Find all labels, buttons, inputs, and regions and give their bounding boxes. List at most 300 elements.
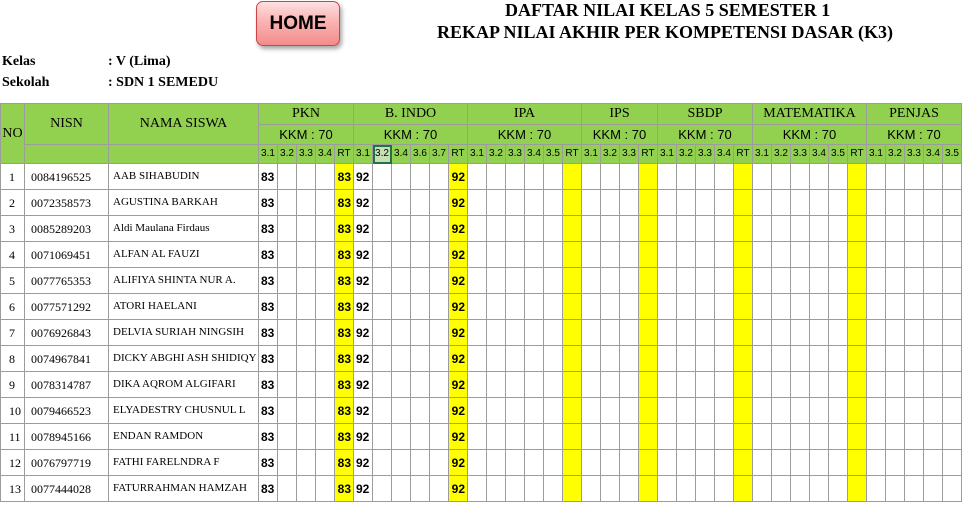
score-cell[interactable] xyxy=(430,398,449,424)
score-cell[interactable] xyxy=(753,242,772,268)
score-cell[interactable] xyxy=(924,450,943,476)
score-rt-cell[interactable] xyxy=(848,190,867,216)
score-cell[interactable] xyxy=(316,450,335,476)
score-cell[interactable] xyxy=(867,268,886,294)
score-cell[interactable] xyxy=(658,268,677,294)
score-pkn-3-1[interactable]: 83 xyxy=(259,398,278,424)
score-cell[interactable] xyxy=(943,424,962,450)
score-rt-cell[interactable] xyxy=(563,424,582,450)
score-cell[interactable] xyxy=(810,320,829,346)
score-cell[interactable] xyxy=(772,294,791,320)
score-cell[interactable] xyxy=(411,372,430,398)
score-cell[interactable] xyxy=(297,346,316,372)
score-cell[interactable] xyxy=(696,268,715,294)
score-cell[interactable] xyxy=(487,242,506,268)
student-name[interactable]: Aldi Maulana Firdaus xyxy=(109,216,259,242)
score-cell[interactable] xyxy=(278,476,297,502)
score-cell[interactable] xyxy=(392,346,411,372)
kd-header-cell[interactable]: RT xyxy=(335,145,354,164)
score-cell[interactable] xyxy=(487,424,506,450)
score-cell[interactable] xyxy=(924,398,943,424)
score-cell[interactable] xyxy=(487,216,506,242)
score-cell[interactable] xyxy=(506,242,525,268)
score-cell[interactable] xyxy=(468,372,487,398)
score-cell[interactable] xyxy=(829,476,848,502)
score-cell[interactable] xyxy=(468,450,487,476)
score-cell[interactable] xyxy=(468,242,487,268)
score-cell[interactable] xyxy=(867,372,886,398)
score-cell[interactable] xyxy=(791,242,810,268)
score-cell[interactable] xyxy=(316,216,335,242)
score-cell[interactable] xyxy=(753,268,772,294)
score-cell[interactable] xyxy=(658,476,677,502)
score-cell[interactable] xyxy=(468,164,487,190)
score-cell[interactable] xyxy=(582,450,601,476)
kd-header-cell[interactable]: RT xyxy=(449,145,468,164)
student-nisn[interactable]: 0085289203 xyxy=(25,216,109,242)
score-cell[interactable] xyxy=(582,164,601,190)
score-bindo-rt[interactable]: 92 xyxy=(449,424,468,450)
score-cell[interactable] xyxy=(373,346,392,372)
score-cell[interactable] xyxy=(620,398,639,424)
score-bindo-3-1[interactable]: 92 xyxy=(354,398,373,424)
score-cell[interactable] xyxy=(392,398,411,424)
score-pkn-3-1[interactable]: 83 xyxy=(259,424,278,450)
score-cell[interactable] xyxy=(278,346,297,372)
score-cell[interactable] xyxy=(715,216,734,242)
score-cell[interactable] xyxy=(620,450,639,476)
score-cell[interactable] xyxy=(886,164,905,190)
score-cell[interactable] xyxy=(886,450,905,476)
score-cell[interactable] xyxy=(544,424,563,450)
score-cell[interactable] xyxy=(525,320,544,346)
score-cell[interactable] xyxy=(715,450,734,476)
score-cell[interactable] xyxy=(696,216,715,242)
score-cell[interactable] xyxy=(715,164,734,190)
score-rt-cell[interactable] xyxy=(563,372,582,398)
score-cell[interactable] xyxy=(810,398,829,424)
kd-header-cell[interactable]: 3.2 xyxy=(278,145,297,164)
score-cell[interactable] xyxy=(810,424,829,450)
score-cell[interactable] xyxy=(392,164,411,190)
score-rt-cell[interactable] xyxy=(639,320,658,346)
score-cell[interactable] xyxy=(905,476,924,502)
score-rt-cell[interactable] xyxy=(734,372,753,398)
score-cell[interactable] xyxy=(696,398,715,424)
kd-header-cell[interactable]: 3.2 xyxy=(487,145,506,164)
kd-header-cell[interactable]: 3.1 xyxy=(468,145,487,164)
kd-header-cell[interactable]: 3.3 xyxy=(696,145,715,164)
score-cell[interactable] xyxy=(430,424,449,450)
score-cell[interactable] xyxy=(715,372,734,398)
kd-header-cell[interactable]: 3.2 xyxy=(886,145,905,164)
student-name[interactable]: DIKA AQROM ALGIFARI xyxy=(109,372,259,398)
score-pkn-3-1[interactable]: 83 xyxy=(259,164,278,190)
kd-header-cell[interactable]: 3.4 xyxy=(316,145,335,164)
score-cell[interactable] xyxy=(943,372,962,398)
score-cell[interactable] xyxy=(278,242,297,268)
score-cell[interactable] xyxy=(373,242,392,268)
student-name[interactable]: FATURRAHMAN HAMZAH xyxy=(109,476,259,502)
score-cell[interactable] xyxy=(373,320,392,346)
score-cell[interactable] xyxy=(620,216,639,242)
score-cell[interactable] xyxy=(696,346,715,372)
score-pkn-3-1[interactable]: 83 xyxy=(259,294,278,320)
score-rt-cell[interactable] xyxy=(734,346,753,372)
score-cell[interactable] xyxy=(316,476,335,502)
score-bindo-3-1[interactable]: 92 xyxy=(354,268,373,294)
score-cell[interactable] xyxy=(810,372,829,398)
score-cell[interactable] xyxy=(696,294,715,320)
score-cell[interactable] xyxy=(373,424,392,450)
score-cell[interactable] xyxy=(829,398,848,424)
score-cell[interactable] xyxy=(487,372,506,398)
score-cell[interactable] xyxy=(677,320,696,346)
student-nisn[interactable]: 0078945166 xyxy=(25,424,109,450)
score-cell[interactable] xyxy=(715,242,734,268)
score-cell[interactable] xyxy=(316,242,335,268)
score-cell[interactable] xyxy=(753,424,772,450)
score-cell[interactable] xyxy=(943,294,962,320)
score-cell[interactable] xyxy=(772,268,791,294)
score-rt-cell[interactable] xyxy=(734,320,753,346)
score-cell[interactable] xyxy=(601,424,620,450)
score-cell[interactable] xyxy=(886,346,905,372)
score-cell[interactable] xyxy=(506,216,525,242)
kd-header-cell[interactable]: 3.3 xyxy=(905,145,924,164)
score-cell[interactable] xyxy=(886,424,905,450)
kd-header-cell[interactable]: 3.2 xyxy=(677,145,696,164)
score-cell[interactable] xyxy=(886,268,905,294)
score-cell[interactable] xyxy=(601,268,620,294)
score-cell[interactable] xyxy=(924,320,943,346)
score-cell[interactable] xyxy=(487,268,506,294)
score-cell[interactable] xyxy=(601,164,620,190)
score-cell[interactable] xyxy=(601,190,620,216)
kd-header-cell[interactable]: 3.4 xyxy=(924,145,943,164)
score-cell[interactable] xyxy=(506,346,525,372)
score-cell[interactable] xyxy=(886,294,905,320)
score-cell[interactable] xyxy=(677,242,696,268)
score-cell[interactable] xyxy=(430,164,449,190)
score-cell[interactable] xyxy=(924,476,943,502)
score-cell[interactable] xyxy=(658,216,677,242)
score-cell[interactable] xyxy=(905,450,924,476)
score-cell[interactable] xyxy=(753,190,772,216)
score-cell[interactable] xyxy=(886,320,905,346)
score-cell[interactable] xyxy=(677,216,696,242)
score-cell[interactable] xyxy=(373,216,392,242)
score-cell[interactable] xyxy=(924,242,943,268)
score-cell[interactable] xyxy=(411,320,430,346)
score-cell[interactable] xyxy=(829,294,848,320)
score-cell[interactable] xyxy=(525,268,544,294)
score-cell[interactable] xyxy=(867,216,886,242)
score-cell[interactable] xyxy=(316,424,335,450)
score-cell[interactable] xyxy=(544,268,563,294)
score-cell[interactable] xyxy=(772,476,791,502)
score-cell[interactable] xyxy=(943,216,962,242)
score-cell[interactable] xyxy=(316,372,335,398)
score-cell[interactable] xyxy=(525,216,544,242)
score-cell[interactable] xyxy=(696,164,715,190)
score-cell[interactable] xyxy=(772,242,791,268)
score-cell[interactable] xyxy=(658,190,677,216)
score-rt-cell[interactable] xyxy=(563,476,582,502)
score-cell[interactable] xyxy=(753,398,772,424)
score-rt-cell[interactable] xyxy=(563,164,582,190)
score-cell[interactable] xyxy=(943,164,962,190)
score-cell[interactable] xyxy=(278,424,297,450)
score-cell[interactable] xyxy=(430,242,449,268)
score-cell[interactable] xyxy=(867,294,886,320)
score-cell[interactable] xyxy=(373,476,392,502)
score-bindo-rt[interactable]: 92 xyxy=(449,476,468,502)
score-cell[interactable] xyxy=(487,294,506,320)
score-rt-cell[interactable] xyxy=(734,476,753,502)
score-cell[interactable] xyxy=(506,294,525,320)
score-rt-cell[interactable] xyxy=(563,398,582,424)
score-cell[interactable] xyxy=(468,268,487,294)
score-cell[interactable] xyxy=(278,450,297,476)
score-cell[interactable] xyxy=(506,372,525,398)
student-name[interactable]: DELVIA SURIAH NINGSIH xyxy=(109,320,259,346)
score-cell[interactable] xyxy=(924,268,943,294)
score-rt-cell[interactable] xyxy=(639,424,658,450)
score-cell[interactable] xyxy=(696,476,715,502)
score-cell[interactable] xyxy=(620,294,639,320)
score-rt-cell[interactable] xyxy=(848,398,867,424)
score-cell[interactable] xyxy=(677,346,696,372)
score-cell[interactable] xyxy=(297,242,316,268)
score-cell[interactable] xyxy=(753,294,772,320)
score-rt-cell[interactable] xyxy=(563,190,582,216)
score-rt-cell[interactable] xyxy=(563,242,582,268)
kd-header-cell[interactable]: 3.6 xyxy=(411,145,430,164)
score-bindo-rt[interactable]: 92 xyxy=(449,450,468,476)
score-cell[interactable] xyxy=(506,320,525,346)
score-cell[interactable] xyxy=(468,398,487,424)
score-cell[interactable] xyxy=(278,268,297,294)
score-cell[interactable] xyxy=(373,268,392,294)
kd-header-cell[interactable]: 3.5 xyxy=(829,145,848,164)
student-no[interactable]: 7 xyxy=(1,320,25,346)
score-cell[interactable] xyxy=(829,372,848,398)
score-cell[interactable] xyxy=(696,424,715,450)
score-cell[interactable] xyxy=(905,242,924,268)
score-cell[interactable] xyxy=(620,268,639,294)
score-cell[interactable] xyxy=(829,242,848,268)
student-no[interactable]: 13 xyxy=(1,476,25,502)
score-cell[interactable] xyxy=(905,268,924,294)
score-cell[interactable] xyxy=(658,320,677,346)
score-bindo-3-1[interactable]: 92 xyxy=(354,450,373,476)
score-cell[interactable] xyxy=(791,476,810,502)
score-cell[interactable] xyxy=(582,216,601,242)
score-cell[interactable] xyxy=(943,398,962,424)
score-cell[interactable] xyxy=(791,450,810,476)
student-no[interactable]: 1 xyxy=(1,164,25,190)
score-cell[interactable] xyxy=(829,268,848,294)
score-pkn-3-1[interactable]: 83 xyxy=(259,190,278,216)
score-cell[interactable] xyxy=(297,398,316,424)
score-cell[interactable] xyxy=(677,398,696,424)
score-cell[interactable] xyxy=(620,190,639,216)
score-cell[interactable] xyxy=(601,476,620,502)
score-cell[interactable] xyxy=(715,268,734,294)
student-name[interactable]: ATORI HAELANI xyxy=(109,294,259,320)
score-cell[interactable] xyxy=(620,164,639,190)
score-cell[interactable] xyxy=(905,424,924,450)
score-cell[interactable] xyxy=(506,424,525,450)
score-cell[interactable] xyxy=(297,450,316,476)
score-cell[interactable] xyxy=(411,294,430,320)
kd-header-cell[interactable]: 3.3 xyxy=(791,145,810,164)
kd-header-cell[interactable]: 3.3 xyxy=(620,145,639,164)
student-nisn[interactable]: 0076797719 xyxy=(25,450,109,476)
score-cell[interactable] xyxy=(715,190,734,216)
score-cell[interactable] xyxy=(392,424,411,450)
score-cell[interactable] xyxy=(620,346,639,372)
score-bindo-3-1[interactable]: 92 xyxy=(354,372,373,398)
score-rt-cell[interactable] xyxy=(734,398,753,424)
score-rt-cell[interactable] xyxy=(639,476,658,502)
score-cell[interactable] xyxy=(696,320,715,346)
student-name[interactable]: ENDAN RAMDON xyxy=(109,424,259,450)
score-cell[interactable] xyxy=(487,476,506,502)
score-pkn-3-1[interactable]: 83 xyxy=(259,450,278,476)
score-rt-cell[interactable] xyxy=(639,294,658,320)
score-bindo-rt[interactable]: 92 xyxy=(449,242,468,268)
score-cell[interactable] xyxy=(867,320,886,346)
score-cell[interactable] xyxy=(278,294,297,320)
score-cell[interactable] xyxy=(316,164,335,190)
score-cell[interactable] xyxy=(810,346,829,372)
score-cell[interactable] xyxy=(943,268,962,294)
score-cell[interactable] xyxy=(867,450,886,476)
kd-header-cell[interactable]: 3.2 xyxy=(772,145,791,164)
score-pkn-3-1[interactable]: 83 xyxy=(259,476,278,502)
score-cell[interactable] xyxy=(905,294,924,320)
score-cell[interactable] xyxy=(316,190,335,216)
score-pkn-rt[interactable]: 83 xyxy=(335,476,354,502)
score-cell[interactable] xyxy=(544,242,563,268)
score-pkn-rt[interactable]: 83 xyxy=(335,164,354,190)
score-cell[interactable] xyxy=(506,164,525,190)
score-cell[interactable] xyxy=(582,268,601,294)
score-cell[interactable] xyxy=(791,346,810,372)
score-rt-cell[interactable] xyxy=(639,372,658,398)
score-cell[interactable] xyxy=(772,346,791,372)
score-bindo-3-1[interactable]: 92 xyxy=(354,190,373,216)
score-cell[interactable] xyxy=(772,424,791,450)
score-cell[interactable] xyxy=(430,476,449,502)
score-cell[interactable] xyxy=(810,268,829,294)
score-cell[interactable] xyxy=(886,190,905,216)
kd-header-cell[interactable]: 3.2 xyxy=(373,145,392,164)
score-cell[interactable] xyxy=(544,398,563,424)
score-cell[interactable] xyxy=(924,372,943,398)
score-cell[interactable] xyxy=(411,242,430,268)
score-rt-cell[interactable] xyxy=(639,398,658,424)
score-cell[interactable] xyxy=(620,424,639,450)
score-cell[interactable] xyxy=(601,242,620,268)
score-cell[interactable] xyxy=(278,398,297,424)
kd-header-cell[interactable]: 3.1 xyxy=(354,145,373,164)
score-cell[interactable] xyxy=(297,164,316,190)
student-name[interactable]: FATHI FARELNDRA F xyxy=(109,450,259,476)
score-cell[interactable] xyxy=(316,398,335,424)
score-cell[interactable] xyxy=(886,242,905,268)
score-cell[interactable] xyxy=(620,320,639,346)
score-cell[interactable] xyxy=(696,242,715,268)
score-cell[interactable] xyxy=(810,294,829,320)
score-rt-cell[interactable] xyxy=(563,294,582,320)
score-cell[interactable] xyxy=(582,424,601,450)
score-pkn-rt[interactable]: 83 xyxy=(335,372,354,398)
score-rt-cell[interactable] xyxy=(639,190,658,216)
score-cell[interactable] xyxy=(373,398,392,424)
score-bindo-3-1[interactable]: 92 xyxy=(354,242,373,268)
score-cell[interactable] xyxy=(943,320,962,346)
score-cell[interactable] xyxy=(373,190,392,216)
student-no[interactable]: 11 xyxy=(1,424,25,450)
score-cell[interactable] xyxy=(924,346,943,372)
score-cell[interactable] xyxy=(525,450,544,476)
score-rt-cell[interactable] xyxy=(563,268,582,294)
score-cell[interactable] xyxy=(791,190,810,216)
score-rt-cell[interactable] xyxy=(848,216,867,242)
score-cell[interactable] xyxy=(658,242,677,268)
score-cell[interactable] xyxy=(715,294,734,320)
student-nisn[interactable]: 0077444028 xyxy=(25,476,109,502)
score-rt-cell[interactable] xyxy=(639,164,658,190)
score-cell[interactable] xyxy=(867,424,886,450)
score-cell[interactable] xyxy=(696,190,715,216)
score-rt-cell[interactable] xyxy=(563,320,582,346)
header-blank[interactable] xyxy=(109,145,259,164)
student-nisn[interactable]: 0077571292 xyxy=(25,294,109,320)
score-cell[interactable] xyxy=(658,294,677,320)
score-bindo-3-1[interactable]: 92 xyxy=(354,320,373,346)
student-nisn[interactable]: 0072358573 xyxy=(25,190,109,216)
score-bindo-rt[interactable]: 92 xyxy=(449,164,468,190)
score-cell[interactable] xyxy=(582,242,601,268)
score-cell[interactable] xyxy=(810,242,829,268)
student-name[interactable]: ALIFIYA SHINTA NUR A. xyxy=(109,268,259,294)
score-cell[interactable] xyxy=(316,320,335,346)
score-rt-cell[interactable] xyxy=(734,216,753,242)
kd-header-cell[interactable]: 3.1 xyxy=(867,145,886,164)
student-name[interactable]: DICKY ABGHI ASH SHIDIQY xyxy=(109,346,259,372)
score-cell[interactable] xyxy=(487,450,506,476)
score-cell[interactable] xyxy=(601,398,620,424)
score-rt-cell[interactable] xyxy=(563,346,582,372)
score-cell[interactable] xyxy=(924,216,943,242)
score-rt-cell[interactable] xyxy=(734,450,753,476)
kd-header-cell[interactable]: 3.1 xyxy=(259,145,278,164)
score-cell[interactable] xyxy=(430,372,449,398)
score-cell[interactable] xyxy=(525,398,544,424)
score-bindo-3-1[interactable]: 92 xyxy=(354,476,373,502)
score-cell[interactable] xyxy=(487,164,506,190)
kd-header-cell[interactable]: 3.3 xyxy=(297,145,316,164)
score-cell[interactable] xyxy=(943,476,962,502)
score-pkn-3-1[interactable]: 83 xyxy=(259,320,278,346)
score-cell[interactable] xyxy=(373,450,392,476)
score-cell[interactable] xyxy=(886,398,905,424)
student-no[interactable]: 12 xyxy=(1,450,25,476)
